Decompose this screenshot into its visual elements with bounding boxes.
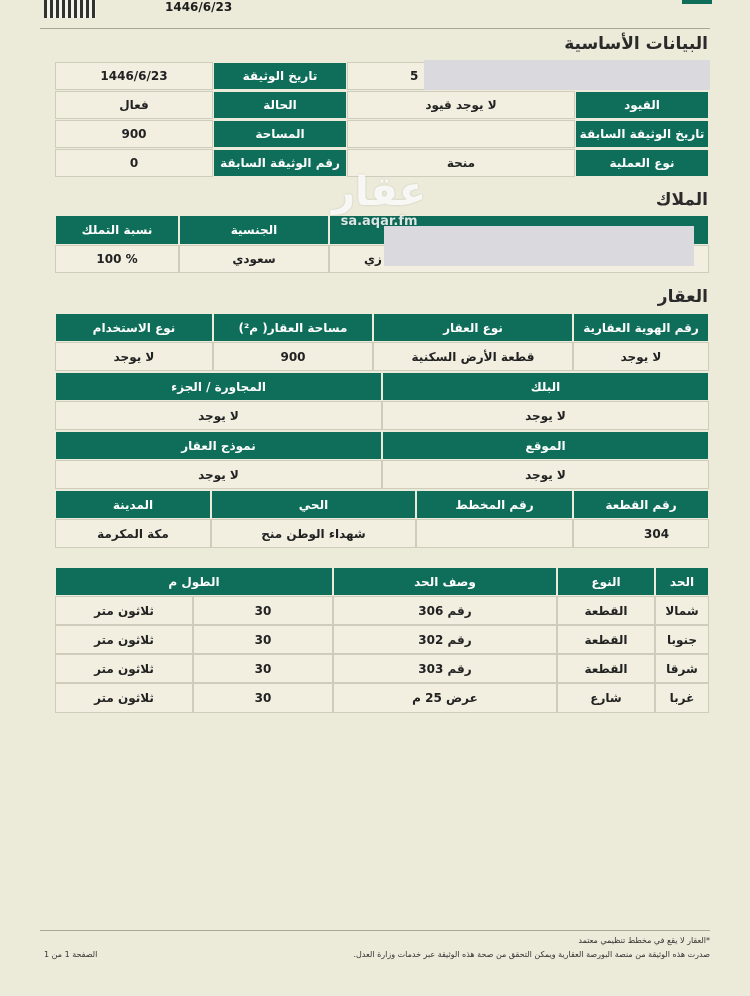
prev-doc-number-value: 0: [55, 149, 213, 177]
restrictions-label: القيود: [575, 91, 709, 119]
desc-4: عرض 25 م: [333, 683, 557, 713]
district-value: شهداء الوطن منح: [211, 519, 416, 548]
ownership-value: 100 %: [55, 245, 179, 273]
top-accent: [682, 0, 712, 4]
usage-type-value: لا يوجد: [55, 342, 213, 371]
status-value: فعال: [55, 91, 213, 119]
operation-type-label: نوع العملية: [575, 149, 709, 177]
usage-type-header: نوع الاستخدام: [55, 313, 213, 342]
redacted-owner-name: [384, 226, 694, 266]
desc-1: رقم 306: [333, 596, 557, 625]
watermark-site: sa.aqar.fm: [340, 214, 418, 229]
nationality-value: سعودي: [179, 245, 329, 273]
property-id-header: رقم الهوية العقارية: [573, 313, 709, 342]
side-4: غربا: [655, 683, 709, 713]
len-text-1: ثلاثون متر: [55, 596, 193, 625]
footer-note-1: *العقار لا يقع في مخطط تنظيمي معتمد: [578, 936, 710, 945]
type-1: القطعة: [557, 596, 655, 625]
len-1: 30: [193, 596, 333, 625]
property-title: العقار: [657, 287, 708, 307]
desc-3: رقم 303: [333, 654, 557, 683]
len-3: 30: [193, 654, 333, 683]
model-header: نموذج العقار: [55, 431, 382, 460]
footer-note-2: صدرت هذه الوثيقة من منصة البورصة العقارية ويمكن التحقق من صحة هذه الوثيقة عبر خدمات وزارة العدل.: [353, 950, 710, 959]
model-value: لا يوجد: [55, 460, 382, 489]
len-text-2: ثلاثون متر: [55, 625, 193, 654]
length-header: الطول م: [55, 567, 333, 596]
property-type-header: نوع العقار: [373, 313, 573, 342]
owners-title: الملاك: [655, 190, 708, 210]
top-date: 1446/6/23: [165, 0, 233, 14]
desc-2: رقم 302: [333, 625, 557, 654]
aqar-watermark: [332, 169, 427, 229]
side-1: شمالا: [655, 596, 709, 625]
len-4: 30: [193, 683, 333, 713]
footer-page-number: الصفحة 1 من 1: [44, 950, 98, 959]
doc-number-partial: 5: [410, 69, 419, 83]
block-header: البلك: [382, 372, 709, 401]
side-3: شرقا: [655, 654, 709, 683]
redacted-doc-number: [424, 60, 710, 90]
adjacent-header: المجاورة / الجزء: [55, 372, 382, 401]
city-value: مكة المكرمة: [55, 519, 211, 548]
location-header: الموقع: [382, 431, 709, 460]
property-area-value: 900: [213, 342, 373, 371]
doc-date-label: تاريخ الوثيقة: [213, 62, 347, 90]
top-divider: [40, 28, 710, 29]
watermark-brand: عقار: [332, 169, 427, 215]
prev-doc-date-label: تاريخ الوثيقة السابقة: [575, 120, 709, 148]
type-4: شارع: [557, 683, 655, 713]
boundary-desc-header: وصف الحد: [333, 567, 557, 596]
district-header: الحي: [211, 490, 416, 519]
type-3: القطعة: [557, 654, 655, 683]
block-value: لا يوجد: [382, 401, 709, 430]
side-2: جنوبا: [655, 625, 709, 654]
len-text-3: ثلاثون متر: [55, 654, 193, 683]
property-id-value: لا يوجد: [573, 342, 709, 371]
property-type-value: قطعة الأرض السكنية: [373, 342, 573, 371]
area-value: 900: [55, 120, 213, 148]
doc-date-value: 1446/6/23: [55, 62, 213, 90]
prev-doc-date-value: [347, 120, 575, 148]
ownership-header: نسبة التملك: [55, 215, 179, 245]
boundary-side-header: الحد: [655, 567, 709, 596]
len-2: 30: [193, 625, 333, 654]
type-2: القطعة: [557, 625, 655, 654]
nationality-header: الجنسية: [179, 215, 329, 245]
adjacent-value: لا يوجد: [55, 401, 382, 430]
location-value: لا يوجد: [382, 460, 709, 489]
property-area-header: مساحة العقار( م²): [213, 313, 373, 342]
len-text-4: ثلاثون متر: [55, 683, 193, 713]
plot-number-header: رقم القطعة: [573, 490, 709, 519]
plan-number-value: [416, 519, 573, 548]
city-header: المدينة: [55, 490, 211, 519]
status-label: الحالة: [213, 91, 347, 119]
owner-name-partial: زي: [364, 252, 382, 266]
basic-info-title: البيانات الأساسية: [564, 34, 708, 54]
operation-type-value: منحة: [347, 149, 575, 177]
prev-doc-number-label: رقم الوثيقة السابقة: [213, 149, 347, 177]
plan-number-header: رقم المخطط: [416, 490, 573, 519]
boundary-type-header: النوع: [557, 567, 655, 596]
area-label: المساحة: [213, 120, 347, 148]
restrictions-value: لا يوجد قيود: [347, 91, 575, 119]
footer-divider: [40, 930, 710, 931]
qr-code: [44, 0, 96, 18]
plot-number-value: 304: [573, 519, 709, 548]
